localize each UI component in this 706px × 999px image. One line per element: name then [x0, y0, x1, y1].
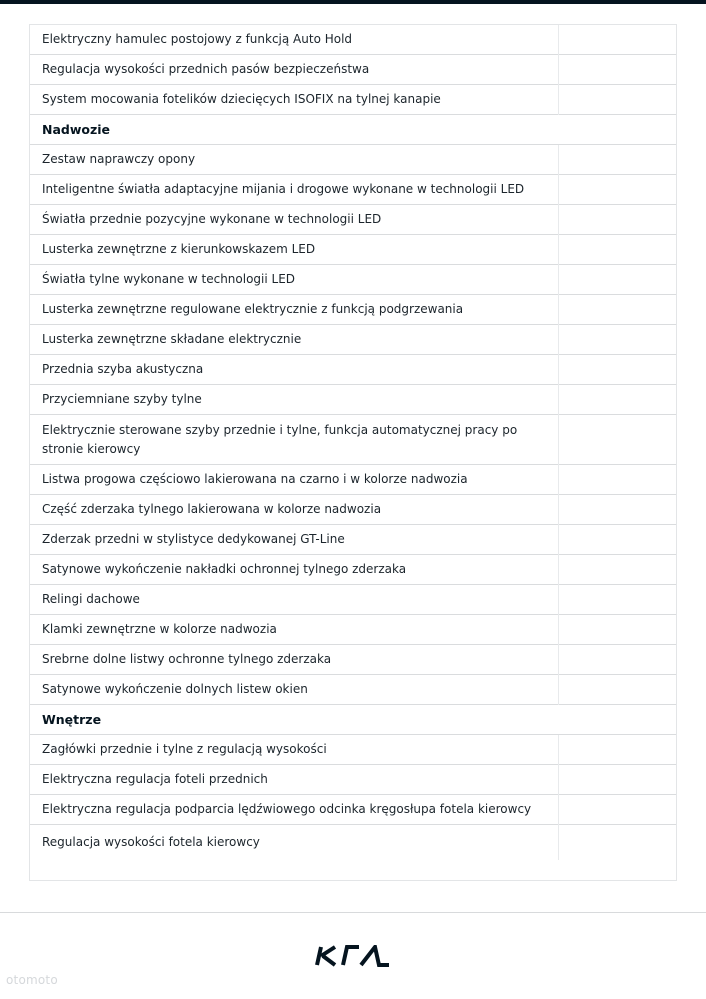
feature-label: Lusterka zewnętrzne z kierunkowskazem LED: [42, 242, 316, 256]
availability-cell: [558, 675, 677, 705]
table-row: [30, 25, 676, 55]
feature-label: Przednia szyba akustyczna: [42, 362, 204, 376]
table-row: [30, 495, 676, 525]
table-row: [30, 235, 676, 265]
feature-label: Srebrne dolne listwy ochronne tylnego zderzaka: [42, 652, 332, 666]
availability-cell: [558, 145, 677, 175]
feature-label: System mocowania fotelików dziecięcych ISOFIX na tylnej kanapie: [42, 92, 441, 106]
feature-label: Zagłówki przednie i tylne z regulacją wysokości: [42, 742, 327, 756]
table-row: [30, 795, 676, 825]
table-row: [30, 615, 676, 645]
table-row: [30, 325, 676, 355]
table-row: [30, 765, 676, 795]
footer-divider: [0, 912, 706, 913]
availability-cell: [558, 25, 677, 55]
availability-cell: [558, 495, 677, 525]
table-row: [30, 85, 676, 115]
feature-label: Elektryczny hamulec postojowy z funkcją Auto Hold: [42, 32, 353, 46]
watermark-text: otomoto: [6, 973, 58, 987]
availability-cell: [558, 265, 677, 295]
section-heading-row: [30, 115, 676, 145]
feature-label: Satynowe wykończenie nakładki ochronnej tylnego zderzaka: [42, 562, 407, 576]
feature-label: Inteligentne światła adaptacyjne mijania i drogowe wykonane w technologii LED: [42, 182, 525, 196]
feature-label: Relingi dachowe: [42, 592, 140, 606]
availability-cell: [558, 825, 677, 860]
availability-cell: [558, 615, 677, 645]
section-heading-row: [30, 705, 676, 735]
availability-cell: [558, 705, 676, 735]
section-heading: Nadwozie: [42, 122, 111, 137]
feature-label: Listwa progowa częściowo lakierowana na czarno i w kolorze nadwozia: [42, 472, 468, 486]
kia-logo-icon: [313, 945, 393, 967]
feature-label: Klamki zewnętrzne w kolorze nadwozia: [42, 622, 277, 636]
availability-cell: [558, 795, 677, 825]
feature-label: Lusterka zewnętrzne składane elektrycznie: [42, 332, 302, 346]
table-row: [30, 555, 676, 585]
feature-label: Regulacja wysokości przednich pasów bezpieczeństwa: [42, 62, 370, 76]
availability-cell: [558, 555, 677, 585]
availability-cell: [558, 735, 677, 765]
table-row: [30, 465, 676, 495]
table-row: [30, 415, 676, 465]
feature-label: Zestaw naprawczy opony: [42, 152, 196, 166]
feature-label: Lusterka zewnętrzne regulowane elektrycznie z funkcją podgrzewania: [42, 302, 464, 316]
table-row: [30, 355, 676, 385]
availability-cell: [558, 765, 677, 795]
feature-label: Satynowe wykończenie dolnych listew okien: [42, 682, 308, 696]
availability-cell: [558, 85, 677, 115]
feature-label: Część zderzaka tylnego lakierowana w kolorze nadwozia: [42, 502, 382, 516]
availability-cell: [558, 295, 677, 325]
availability-cell: [558, 235, 677, 265]
availability-cell: [558, 465, 677, 495]
table-row: [30, 175, 676, 205]
availability-cell: [558, 585, 677, 615]
availability-cell: [558, 385, 677, 415]
feature-label: Elektryczna regulacja foteli przednich: [42, 772, 268, 786]
availability-cell: [558, 205, 677, 235]
availability-cell: [558, 645, 677, 675]
availability-cell: [558, 325, 677, 355]
equipment-table: [29, 24, 677, 881]
feature-label: Elektrycznie sterowane szyby przednie i tylne, funkcja automatycznej pracy po stronie kierowcy: [42, 422, 518, 456]
feature-label: Światła tylne wykonane w technologii LED: [42, 272, 296, 286]
feature-label: Światła przednie pozycyjne wykonane w technologii LED: [42, 212, 382, 226]
availability-cell: [558, 415, 677, 465]
table-row: [30, 265, 676, 295]
table-row: [30, 295, 676, 325]
feature-label: Przyciemniane szyby tylne: [42, 392, 202, 406]
table-row: [30, 55, 676, 85]
table-row: [30, 145, 676, 175]
availability-cell: [558, 55, 677, 85]
availability-cell: [558, 115, 676, 145]
table-row: [30, 525, 676, 555]
top-bar: [0, 0, 706, 4]
table-row: [30, 675, 676, 705]
table-row: [30, 645, 676, 675]
availability-cell: [558, 525, 677, 555]
table-row: [30, 735, 676, 765]
section-heading: Wnętrze: [42, 712, 102, 727]
feature-label: Regulacja wysokości fotela kierowcy: [42, 834, 260, 849]
availability-cell: [558, 175, 677, 205]
feature-label: Zderzak przedni w stylistyce dedykowanej GT-Line: [42, 532, 345, 546]
feature-label: Elektryczna regulacja podparcia lędźwiowego odcinka kręgosłupa fotela kierowcy: [42, 802, 532, 816]
table-row: [30, 825, 676, 859]
table-row: [30, 205, 676, 235]
table-row: [30, 385, 676, 415]
availability-cell: [558, 355, 677, 385]
table-row: [30, 585, 676, 615]
